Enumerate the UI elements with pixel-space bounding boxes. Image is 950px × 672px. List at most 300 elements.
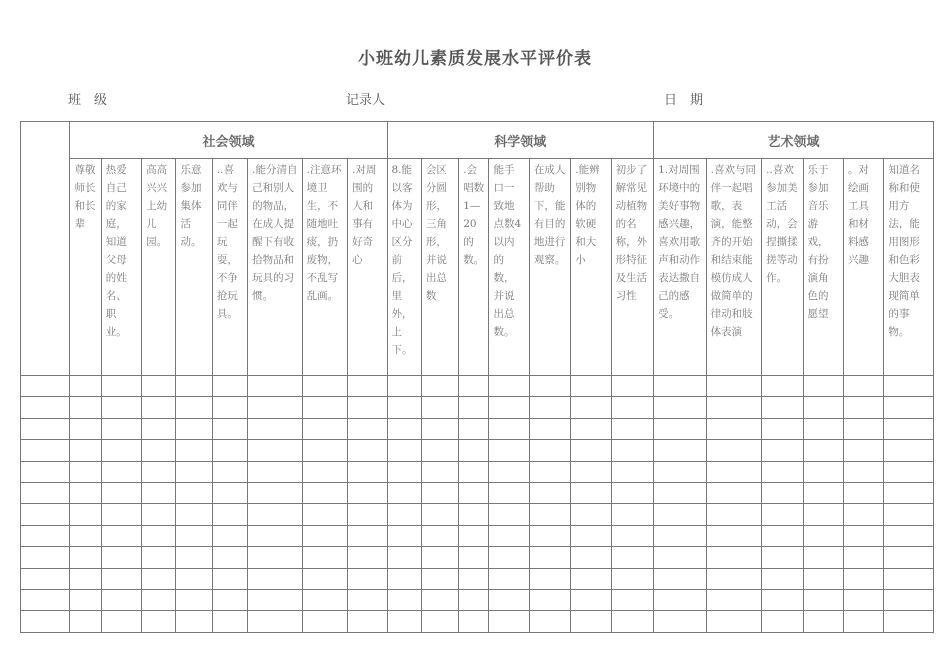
score-cell[interactable]	[654, 589, 707, 610]
score-cell[interactable]	[762, 568, 803, 589]
score-cell[interactable]	[212, 589, 247, 610]
score-cell[interactable]	[803, 440, 843, 461]
score-cell[interactable]	[176, 504, 212, 525]
score-cell[interactable]	[348, 440, 387, 461]
score-cell[interactable]	[529, 418, 570, 439]
score-cell[interactable]	[489, 397, 529, 418]
score-cell[interactable]	[459, 418, 489, 439]
score-cell[interactable]	[611, 461, 653, 482]
score-cell[interactable]	[529, 568, 570, 589]
score-cell[interactable]	[489, 611, 529, 632]
score-cell[interactable]	[803, 504, 843, 525]
score-cell[interactable]	[302, 504, 347, 525]
score-cell[interactable]	[706, 461, 762, 482]
score-cell[interactable]	[212, 440, 247, 461]
score-cell[interactable]	[762, 504, 803, 525]
score-cell[interactable]	[762, 461, 803, 482]
score-cell[interactable]	[884, 461, 934, 482]
score-cell[interactable]	[459, 547, 489, 568]
score-cell[interactable]	[142, 461, 176, 482]
score-cell[interactable]	[706, 376, 762, 397]
score-cell[interactable]	[803, 589, 843, 610]
score-cell[interactable]	[70, 482, 101, 503]
score-cell[interactable]	[654, 504, 707, 525]
art-item: ..喜欢参加美工活动，会捏撕揉搓等动作。	[762, 159, 803, 376]
score-cell[interactable]	[843, 397, 883, 418]
score-cell[interactable]	[611, 525, 653, 546]
score-cell[interactable]	[529, 589, 570, 610]
score-cell[interactable]	[571, 440, 611, 461]
score-cell[interactable]	[611, 418, 653, 439]
score-cell[interactable]	[101, 611, 141, 632]
score-cell[interactable]	[706, 482, 762, 503]
score-cell[interactable]	[843, 482, 883, 503]
score-cell[interactable]	[654, 418, 707, 439]
score-cell[interactable]	[212, 461, 247, 482]
score-cell[interactable]	[101, 461, 141, 482]
score-cell[interactable]	[421, 397, 458, 418]
score-cell[interactable]	[654, 482, 707, 503]
score-cell[interactable]	[176, 568, 212, 589]
science-item: .会唱数1—20的数。	[459, 159, 489, 376]
score-cell[interactable]	[843, 525, 883, 546]
score-cell[interactable]	[101, 525, 141, 546]
blank-row	[21, 568, 934, 589]
score-cell[interactable]	[142, 440, 176, 461]
score-cell[interactable]	[142, 568, 176, 589]
score-cell[interactable]	[387, 504, 421, 525]
score-cell[interactable]	[884, 525, 934, 546]
score-cell[interactable]	[706, 504, 762, 525]
score-cell[interactable]	[843, 589, 883, 610]
blank-row	[21, 440, 934, 461]
score-cell[interactable]	[654, 440, 707, 461]
social-item: .注意环境卫生，不随地吐痰，扔废物，不乱写乱画。	[302, 159, 347, 376]
score-cell[interactable]	[212, 482, 247, 503]
score-cell[interactable]	[571, 568, 611, 589]
score-cell[interactable]	[571, 376, 611, 397]
score-cell[interactable]	[654, 525, 707, 546]
score-cell[interactable]	[529, 547, 570, 568]
child-name-cell[interactable]	[21, 525, 70, 546]
score-cell[interactable]	[884, 611, 934, 632]
score-cell[interactable]	[803, 397, 843, 418]
score-cell[interactable]	[302, 611, 347, 632]
child-name-cell[interactable]	[21, 547, 70, 568]
score-cell[interactable]	[176, 482, 212, 503]
score-cell[interactable]	[571, 504, 611, 525]
score-cell[interactable]	[70, 461, 101, 482]
score-cell[interactable]	[101, 440, 141, 461]
score-cell[interactable]	[571, 611, 611, 632]
score-cell[interactable]	[248, 482, 303, 503]
score-cell[interactable]	[70, 568, 101, 589]
score-cell[interactable]	[654, 376, 707, 397]
blank-row	[21, 589, 934, 610]
score-cell[interactable]	[348, 397, 387, 418]
score-cell[interactable]	[348, 589, 387, 610]
date-label: 日 期	[664, 93, 704, 108]
score-cell[interactable]	[489, 504, 529, 525]
score-cell[interactable]	[142, 504, 176, 525]
child-name-cell[interactable]	[21, 611, 70, 632]
score-cell[interactable]	[176, 376, 212, 397]
score-cell[interactable]	[571, 525, 611, 546]
child-name-cell[interactable]	[21, 376, 70, 397]
score-cell[interactable]	[212, 611, 247, 632]
score-cell[interactable]	[611, 504, 653, 525]
score-cell[interactable]	[421, 418, 458, 439]
score-cell[interactable]	[654, 461, 707, 482]
score-cell[interactable]	[212, 418, 247, 439]
score-cell[interactable]	[611, 589, 653, 610]
blank-row	[21, 482, 934, 503]
score-cell[interactable]	[101, 397, 141, 418]
score-cell[interactable]	[70, 525, 101, 546]
score-cell[interactable]	[459, 568, 489, 589]
score-cell[interactable]	[248, 440, 303, 461]
blank-row	[21, 376, 934, 397]
score-cell[interactable]	[489, 525, 529, 546]
score-cell[interactable]	[529, 482, 570, 503]
score-cell[interactable]	[571, 589, 611, 610]
score-cell[interactable]	[421, 611, 458, 632]
score-cell[interactable]	[843, 461, 883, 482]
score-cell[interactable]	[489, 418, 529, 439]
score-cell[interactable]	[212, 547, 247, 568]
score-cell[interactable]	[762, 418, 803, 439]
score-cell[interactable]	[489, 482, 529, 503]
score-cell[interactable]	[421, 547, 458, 568]
score-cell[interactable]	[843, 611, 883, 632]
score-cell[interactable]	[387, 568, 421, 589]
score-cell[interactable]	[884, 482, 934, 503]
score-cell[interactable]	[176, 461, 212, 482]
score-cell[interactable]	[884, 589, 934, 610]
score-cell[interactable]	[70, 547, 101, 568]
score-cell[interactable]	[70, 418, 101, 439]
score-cell[interactable]	[101, 482, 141, 503]
score-cell[interactable]	[387, 589, 421, 610]
score-cell[interactable]	[762, 482, 803, 503]
score-cell[interactable]	[176, 397, 212, 418]
score-cell[interactable]	[387, 482, 421, 503]
score-cell[interactable]	[387, 376, 421, 397]
score-cell[interactable]	[843, 568, 883, 589]
science-item: .能辨别物体的软硬和大小	[571, 159, 611, 376]
score-cell[interactable]	[348, 482, 387, 503]
score-cell[interactable]	[884, 440, 934, 461]
blank-row	[21, 504, 934, 525]
score-cell[interactable]	[762, 440, 803, 461]
score-cell[interactable]	[571, 482, 611, 503]
score-cell[interactable]	[212, 376, 247, 397]
score-cell[interactable]	[176, 547, 212, 568]
score-cell[interactable]	[762, 611, 803, 632]
score-cell[interactable]	[803, 482, 843, 503]
score-cell[interactable]	[248, 547, 303, 568]
score-cell[interactable]	[70, 504, 101, 525]
score-cell[interactable]	[348, 461, 387, 482]
score-cell[interactable]	[348, 525, 387, 546]
score-cell[interactable]	[302, 547, 347, 568]
score-cell[interactable]	[459, 589, 489, 610]
blank-row	[21, 461, 934, 482]
score-cell[interactable]	[803, 418, 843, 439]
score-cell[interactable]	[421, 440, 458, 461]
score-cell[interactable]	[884, 418, 934, 439]
score-cell[interactable]	[884, 397, 934, 418]
score-cell[interactable]	[348, 418, 387, 439]
score-cell[interactable]	[611, 440, 653, 461]
social-item: 高高兴兴上幼儿园。	[142, 159, 176, 376]
score-cell[interactable]	[884, 547, 934, 568]
score-cell[interactable]	[459, 461, 489, 482]
score-cell[interactable]	[529, 376, 570, 397]
score-cell[interactable]	[459, 440, 489, 461]
score-cell[interactable]	[843, 418, 883, 439]
score-cell[interactable]	[421, 482, 458, 503]
score-cell[interactable]	[248, 568, 303, 589]
score-cell[interactable]	[248, 397, 303, 418]
score-cell[interactable]	[884, 504, 934, 525]
score-cell[interactable]	[762, 525, 803, 546]
score-cell[interactable]	[611, 611, 653, 632]
social-item: 尊敬师长和长辈	[70, 159, 101, 376]
score-cell[interactable]	[248, 376, 303, 397]
score-cell[interactable]	[706, 525, 762, 546]
score-cell[interactable]	[101, 547, 141, 568]
score-cell[interactable]	[489, 568, 529, 589]
score-cell[interactable]	[706, 397, 762, 418]
score-cell[interactable]	[571, 461, 611, 482]
score-cell[interactable]	[302, 376, 347, 397]
science-item: 初步了解常见动植物的名称，外形特征及生活习性	[611, 159, 653, 376]
score-cell[interactable]	[142, 547, 176, 568]
score-cell[interactable]	[302, 589, 347, 610]
score-cell[interactable]	[803, 461, 843, 482]
score-cell[interactable]	[176, 418, 212, 439]
score-cell[interactable]	[803, 547, 843, 568]
score-cell[interactable]	[459, 611, 489, 632]
score-cell[interactable]	[101, 568, 141, 589]
score-cell[interactable]	[176, 440, 212, 461]
blank-row	[21, 525, 934, 546]
social-item: ..喜欢与同伴一起玩耍，不争抢玩具。	[212, 159, 247, 376]
social-item: .能分清自己和别人的物品，在成人提醒下有收拾物品和玩具的习惯。	[248, 159, 303, 376]
score-cell[interactable]	[489, 547, 529, 568]
score-cell[interactable]	[142, 418, 176, 439]
score-cell[interactable]	[101, 504, 141, 525]
score-cell[interactable]	[459, 525, 489, 546]
score-cell[interactable]	[611, 568, 653, 589]
score-cell[interactable]	[706, 589, 762, 610]
score-cell[interactable]	[387, 397, 421, 418]
score-cell[interactable]	[489, 440, 529, 461]
science-item: 在成人帮助下，能有目的地进行观察。	[529, 159, 570, 376]
score-cell[interactable]	[101, 376, 141, 397]
art-item: 知道名称和使用方法，能用图形和色彩大胆表现简单的事物。	[884, 159, 934, 376]
score-cell[interactable]	[421, 504, 458, 525]
score-cell[interactable]	[654, 547, 707, 568]
score-cell[interactable]	[843, 504, 883, 525]
score-cell[interactable]	[302, 525, 347, 546]
score-cell[interactable]	[706, 611, 762, 632]
score-cell[interactable]	[803, 376, 843, 397]
score-cell[interactable]	[101, 418, 141, 439]
score-cell[interactable]	[348, 504, 387, 525]
score-cell[interactable]	[762, 589, 803, 610]
score-cell[interactable]	[302, 397, 347, 418]
score-cell[interactable]	[302, 440, 347, 461]
score-cell[interactable]	[348, 568, 387, 589]
score-cell[interactable]	[611, 547, 653, 568]
score-cell[interactable]	[302, 418, 347, 439]
social-item: 热爱自己的家庭，知道父母的姓名、职业。	[101, 159, 141, 376]
score-cell[interactable]	[611, 397, 653, 418]
child-name-cell[interactable]	[21, 482, 70, 503]
score-cell[interactable]	[884, 376, 934, 397]
score-cell[interactable]	[459, 397, 489, 418]
score-cell[interactable]	[611, 376, 653, 397]
score-cell[interactable]	[706, 418, 762, 439]
score-cell[interactable]	[387, 461, 421, 482]
score-cell[interactable]	[529, 461, 570, 482]
score-cell[interactable]	[142, 525, 176, 546]
score-cell[interactable]	[762, 397, 803, 418]
score-cell[interactable]	[387, 418, 421, 439]
child-name-cell[interactable]	[21, 461, 70, 482]
score-cell[interactable]	[459, 482, 489, 503]
score-cell[interactable]	[529, 440, 570, 461]
score-cell[interactable]	[248, 418, 303, 439]
score-cell[interactable]	[387, 525, 421, 546]
score-cell[interactable]	[421, 525, 458, 546]
score-cell[interactable]	[101, 589, 141, 610]
score-cell[interactable]	[843, 547, 883, 568]
blank-row	[21, 611, 934, 632]
score-cell[interactable]	[302, 482, 347, 503]
score-cell[interactable]	[803, 525, 843, 546]
child-name-cell[interactable]	[21, 589, 70, 610]
score-cell[interactable]	[762, 547, 803, 568]
score-cell[interactable]	[142, 589, 176, 610]
score-cell[interactable]	[459, 504, 489, 525]
score-cell[interactable]	[387, 440, 421, 461]
score-cell[interactable]	[571, 418, 611, 439]
score-cell[interactable]	[459, 376, 489, 397]
score-cell[interactable]	[387, 547, 421, 568]
score-cell[interactable]	[654, 397, 707, 418]
score-cell[interactable]	[70, 376, 101, 397]
score-cell[interactable]	[803, 611, 843, 632]
score-cell[interactable]	[70, 440, 101, 461]
score-cell[interactable]	[212, 568, 247, 589]
item-row	[21, 159, 934, 376]
score-cell[interactable]	[571, 547, 611, 568]
score-cell[interactable]	[489, 376, 529, 397]
score-cell[interactable]	[387, 611, 421, 632]
score-cell[interactable]	[884, 568, 934, 589]
score-cell[interactable]	[843, 440, 883, 461]
score-cell[interactable]	[142, 376, 176, 397]
score-cell[interactable]	[348, 611, 387, 632]
child-name-cell[interactable]	[21, 397, 70, 418]
score-cell[interactable]	[529, 611, 570, 632]
score-cell[interactable]	[529, 504, 570, 525]
score-cell[interactable]	[421, 568, 458, 589]
score-cell[interactable]	[248, 611, 303, 632]
score-cell[interactable]	[142, 397, 176, 418]
score-cell[interactable]	[142, 611, 176, 632]
child-name-cell[interactable]	[21, 568, 70, 589]
score-cell[interactable]	[706, 440, 762, 461]
score-cell[interactable]	[348, 376, 387, 397]
score-cell[interactable]	[248, 461, 303, 482]
score-cell[interactable]	[611, 482, 653, 503]
art-item: 。对绘画工具和材料感兴趣	[843, 159, 883, 376]
score-cell[interactable]	[421, 461, 458, 482]
science-item: 能手口一致地点数4以内的数，并说出总数。	[489, 159, 529, 376]
science-item: 会区分圆形，三角形，并说出总数	[421, 159, 458, 376]
evaluation-table	[20, 121, 934, 633]
score-cell[interactable]	[302, 568, 347, 589]
child-name-cell[interactable]	[21, 504, 70, 525]
blank-row	[21, 418, 934, 439]
social-item: .对周围的人和事有好奇心	[348, 159, 387, 376]
score-cell[interactable]	[421, 376, 458, 397]
score-cell[interactable]	[706, 568, 762, 589]
score-cell[interactable]	[248, 589, 303, 610]
score-cell[interactable]	[176, 611, 212, 632]
score-cell[interactable]	[212, 397, 247, 418]
score-cell[interactable]	[212, 525, 247, 546]
score-cell[interactable]	[843, 376, 883, 397]
score-cell[interactable]	[348, 547, 387, 568]
art-item: 乐于参加音乐游戏，有扮演角色的愿望	[803, 159, 843, 376]
score-cell[interactable]	[176, 525, 212, 546]
score-cell[interactable]	[654, 568, 707, 589]
score-cell[interactable]	[654, 611, 707, 632]
domain-header-row	[21, 122, 934, 159]
art-item: .喜欢与同伴一起唱歌，表演，能整齐的开始和结束能模仿成人做简单的律动和肢体表演	[706, 159, 762, 376]
child-name-cell[interactable]	[21, 418, 70, 439]
score-cell[interactable]	[489, 589, 529, 610]
score-cell[interactable]	[248, 525, 303, 546]
child-name-cell[interactable]	[21, 440, 70, 461]
score-cell[interactable]	[212, 504, 247, 525]
corner-cell	[21, 122, 70, 376]
score-cell[interactable]	[70, 611, 101, 632]
score-cell[interactable]	[70, 589, 101, 610]
score-cell[interactable]	[706, 547, 762, 568]
art-item: 1.对周围环境中的美好事物感兴趣，喜欢用歌声和动作表达撒自己的感受。	[654, 159, 707, 376]
score-cell[interactable]	[302, 461, 347, 482]
score-cell[interactable]	[248, 504, 303, 525]
score-cell[interactable]	[762, 376, 803, 397]
score-cell[interactable]	[571, 397, 611, 418]
score-cell[interactable]	[529, 525, 570, 546]
score-cell[interactable]	[489, 461, 529, 482]
score-cell[interactable]	[421, 589, 458, 610]
score-cell[interactable]	[803, 568, 843, 589]
score-cell[interactable]	[176, 589, 212, 610]
score-cell[interactable]	[70, 397, 101, 418]
class-label: 班 级	[68, 93, 108, 108]
score-cell[interactable]	[142, 482, 176, 503]
score-cell[interactable]	[529, 397, 570, 418]
science-item: 8.能以客体为中心区分前后，里外，上下。	[387, 159, 421, 376]
